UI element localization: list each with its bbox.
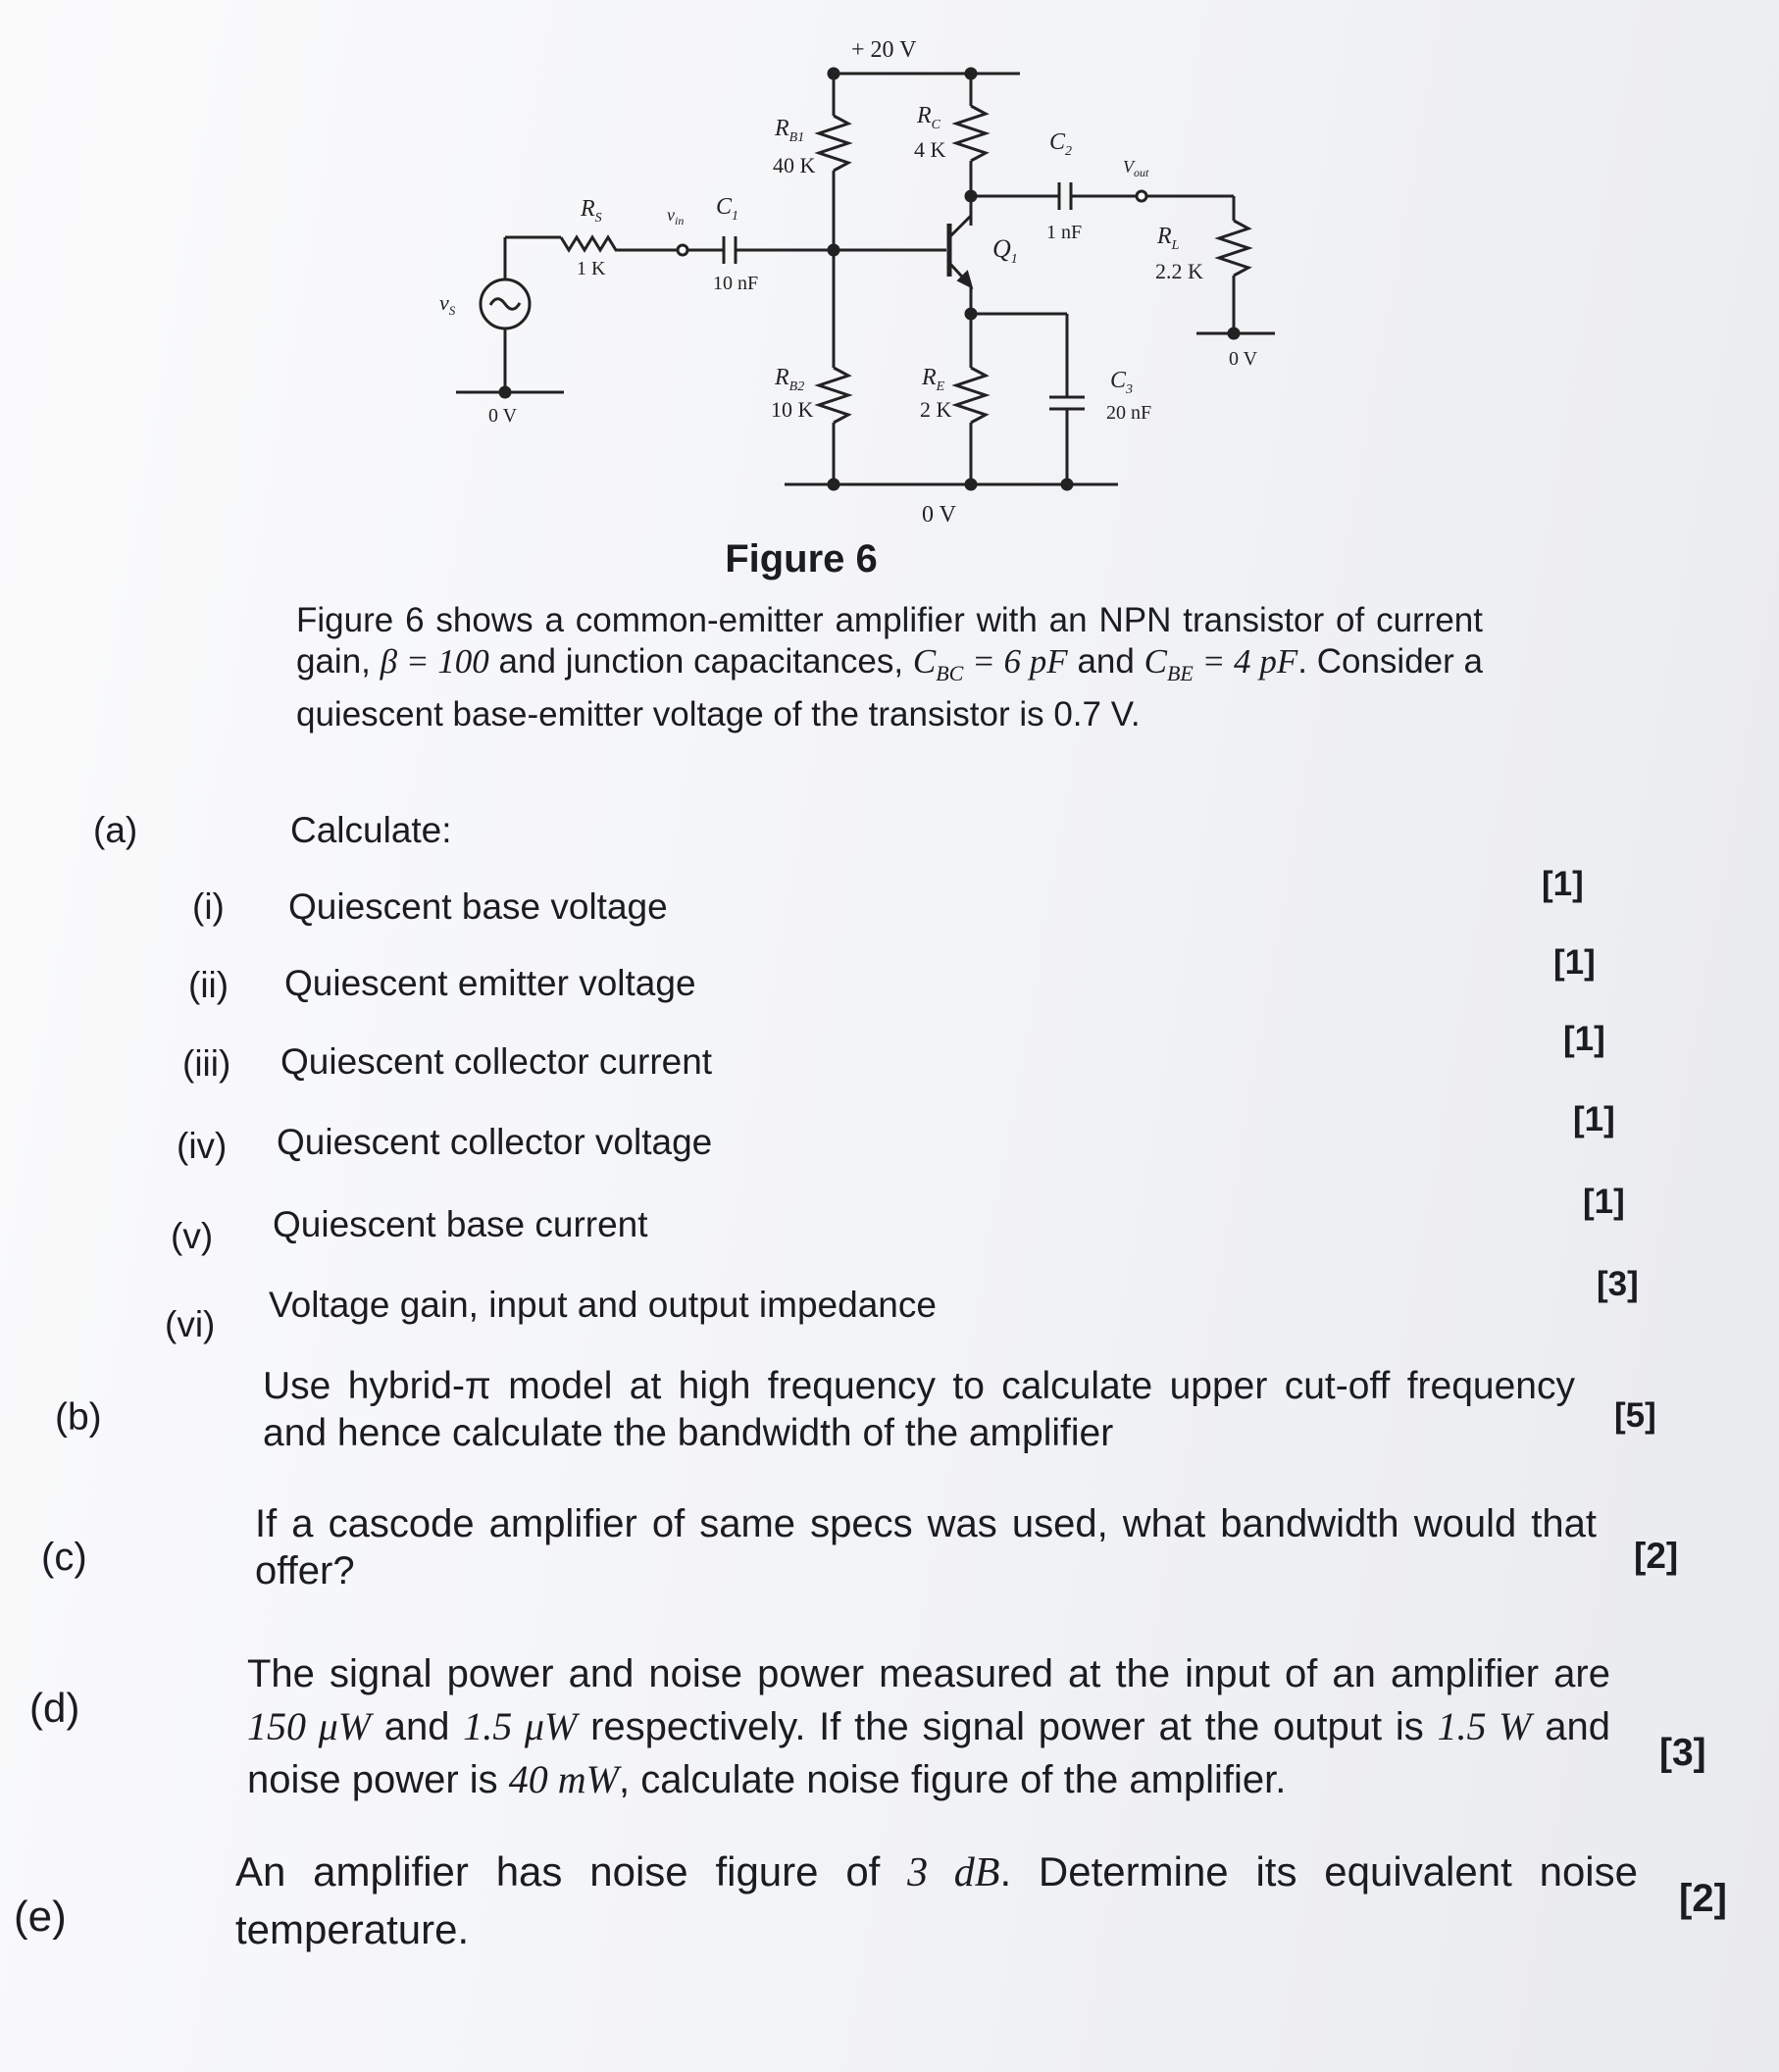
- part-e-text: An amplifier has noise figure of 3 dB. Determine its equivalent noise temperature.: [235, 1848, 1638, 1952]
- junction-dot: [829, 480, 839, 489]
- intro-paragraph: Figure 6 shows a common-emitter amplifier with an NPN transistor of current gain, β = 100 and junction capacitances, $C_{BC} = 6$ pF and $C_{BE} = 4$ pF. Consider a quiescent base-emitter voltage of the transistor is 0.7 V.: [296, 601, 1484, 733]
- vs-label: $v_S$: [439, 290, 456, 318]
- rl-resistor: [1219, 221, 1248, 276]
- part-d-text: The signal power and noise power measured at the input of an amplifier are 150 μW and 1.5 μW respectively. If the signal power at the output is 1.5 W and noise power is 40 mW, calculate noise figure of the amplifier.: [247, 1652, 1611, 1801]
- part-d-label: (d): [29, 1685, 80, 1731]
- item-iv-text: Quiescent collector voltage: [277, 1122, 713, 1162]
- item-i-label: (i): [192, 886, 225, 927]
- ground-bottom-label: 0 V: [922, 502, 956, 528]
- part-d-mark: [3]: [1659, 1732, 1706, 1774]
- vout-terminal: [1137, 191, 1146, 201]
- part-e-mark: [2]: [1679, 1877, 1727, 1920]
- rs-resistor: [561, 237, 630, 250]
- item-ii-label: (ii): [188, 965, 229, 1005]
- part-c-text: If a cascode amplifier of same specs was used, what bandwidth would that offer?: [255, 1502, 1597, 1592]
- supply-label: + 20 V: [851, 37, 917, 63]
- c3-value: 20 nF: [1106, 402, 1152, 424]
- item-v-label: (v): [171, 1216, 214, 1256]
- figure-caption: Figure 6: [725, 537, 878, 581]
- q1-collector: [949, 216, 971, 237]
- c1-label: $C_1$: [716, 194, 739, 224]
- c2-label: $C_2$: [1049, 129, 1073, 159]
- vin-terminal: [678, 245, 687, 255]
- ground-left-label: 0 V: [488, 405, 518, 427]
- rb2-value: 10 K: [771, 397, 814, 422]
- part-b-label: (b): [55, 1396, 102, 1439]
- item-i-text: Quiescent base voltage: [288, 886, 668, 927]
- circuit-diagram: [412, 20, 1314, 549]
- rs-value: 1 K: [577, 258, 606, 279]
- re-label: $R_E$: [922, 365, 945, 394]
- q1-label: $Q_1$: [992, 234, 1018, 267]
- part-c-mark: [2]: [1634, 1536, 1679, 1576]
- item-v-text: Quiescent base current: [273, 1204, 648, 1244]
- rb2-label: $R_{B2}$: [775, 365, 805, 394]
- vin-label: $v_{in}$: [667, 205, 685, 227]
- item-iii-text: Quiescent collector current: [280, 1041, 713, 1082]
- re-value: 2 K: [920, 397, 952, 422]
- part-c-label: (c): [41, 1536, 87, 1579]
- item-iv-label: (iv): [177, 1126, 228, 1166]
- rb2-resistor: [819, 368, 848, 423]
- item-vi-text: Voltage gain, input and output impedance: [269, 1285, 937, 1325]
- junction-dot: [1229, 328, 1239, 338]
- ground-right-label: 0 V: [1229, 348, 1258, 370]
- rb1-value: 40 K: [773, 153, 816, 177]
- item-ii-text: Quiescent emitter voltage: [284, 963, 696, 1003]
- item-i-mark: [1]: [1542, 865, 1584, 903]
- item-iii-mark: [1]: [1563, 1020, 1605, 1058]
- rb1-resistor: [819, 116, 848, 171]
- part-e-label: (e): [14, 1893, 67, 1941]
- vout-label: $V_{out}$: [1123, 157, 1149, 179]
- re-resistor: [956, 368, 986, 423]
- c1-value: 10 nF: [713, 273, 759, 294]
- part-b-text: Use hybrid-π model at high frequency to calculate upper cut-off frequency and hence calculate the bandwidth of the amplifier: [263, 1365, 1575, 1454]
- item-vi-mark: [3]: [1597, 1265, 1639, 1303]
- rc-label: $R_C$: [917, 103, 941, 132]
- ac-wave-icon: [490, 299, 520, 310]
- junction-dot: [500, 387, 510, 397]
- item-iv-mark: [1]: [1573, 1100, 1615, 1138]
- rc-resistor: [956, 106, 986, 161]
- rs-label: $R_S$: [581, 196, 602, 226]
- item-vi-label: (vi): [165, 1304, 216, 1344]
- item-iii-label: (iii): [182, 1043, 231, 1084]
- part-b-mark: [5]: [1614, 1396, 1656, 1435]
- part-a-text: Calculate:: [290, 810, 452, 850]
- c2-value: 1 nF: [1046, 222, 1083, 243]
- rl-value: 2.2 K: [1155, 259, 1203, 283]
- rl-label: $R_L$: [1157, 224, 1180, 253]
- item-ii-mark: [1]: [1553, 943, 1596, 982]
- rb1-label: $R_{B1}$: [775, 116, 805, 145]
- item-v-mark: [1]: [1583, 1183, 1625, 1221]
- part-a-label: (a): [93, 810, 138, 850]
- junction-dot: [1062, 480, 1072, 489]
- rc-value: 4 K: [914, 137, 946, 162]
- c3-label: $C_3$: [1110, 368, 1134, 397]
- junction-dot: [966, 480, 976, 489]
